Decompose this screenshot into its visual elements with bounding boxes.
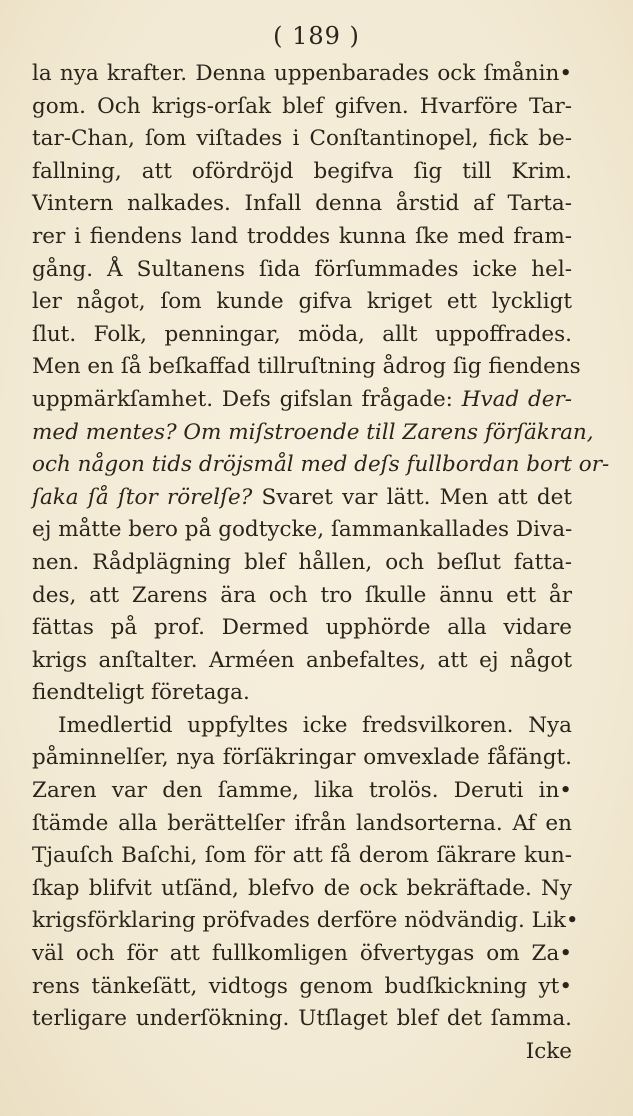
text-segment: des, att Zarens ära och tro ſkulle ännu ett år xyxy=(32,582,572,608)
text-segment: nen. Rådplägning blef hållen, och beſlut fatta- xyxy=(32,549,572,575)
text-segment: terligare underſökning. Utſlaget blef det ſamma. xyxy=(32,1006,572,1032)
text-line xyxy=(32,938,572,971)
text-segment: Svaret var lätt. Men att det xyxy=(261,484,572,510)
text-segment: tar-Chan, ſom viſtades i Conſtantinopel, fick be- xyxy=(32,126,572,152)
text-line xyxy=(32,123,572,156)
body-text xyxy=(32,58,610,1068)
text-line xyxy=(32,905,579,938)
italic-text: Hvad der- xyxy=(461,386,573,412)
text-segment: gom. Och krigs-orſak blef gifven. Hvarföre Tar- xyxy=(32,93,572,119)
page-number: ( 189 ) xyxy=(273,22,360,50)
italic-text: och någon tids dröjsmål med deſs fullbordan bort or- xyxy=(32,452,610,478)
text-line xyxy=(32,91,572,124)
text-line xyxy=(32,580,572,613)
text-line xyxy=(32,286,572,319)
text-line xyxy=(32,645,572,678)
text-line xyxy=(32,808,572,841)
text-segment: påminnelſer, nya förſäkringar omvexlade fåfängt. xyxy=(32,745,572,771)
text-segment: uppmärkſamhet. Defs gifslan frågade: xyxy=(32,386,462,412)
text-segment: la nya krafter. Denna uppenbarades ock ſmånin• xyxy=(32,61,572,86)
text-line xyxy=(32,351,581,384)
italic-text: med mentes? Om miſstroende till Zarens förſäkran, xyxy=(32,419,594,445)
text-line xyxy=(32,188,572,221)
text-line xyxy=(32,547,572,580)
text-segment: fättas på prof. Dermed upphörde alla vidare xyxy=(32,615,572,641)
text-segment: krigsförklaring pröfvades derföre nödvändig. Lik• xyxy=(32,908,579,934)
catchword: Icke xyxy=(525,1038,572,1064)
text-segment: Men en ſå beſkaffad tillruſtning ådrog ſig fiendens xyxy=(32,354,581,380)
text-segment: Imedlertid uppfyltes icke fredsvilkoren. Nya xyxy=(58,712,572,738)
text-segment: ſtämde alla berättelſer ifrån landsorterna. Af en xyxy=(32,810,572,836)
text-line xyxy=(32,1003,572,1036)
text-line xyxy=(32,254,572,287)
text-segment: gång. Å Sultanens ſida förſummades icke hel- xyxy=(32,256,572,282)
text-line xyxy=(32,775,572,808)
text-segment: ler något, ſom kunde gifva kriget ett lyckligt xyxy=(32,289,572,315)
text-segment: krigs anſtalter. Arméen anbefaltes, att ej något xyxy=(32,647,572,673)
text-line xyxy=(32,221,572,254)
text-segment: ſlut. Folk, penningar, möda, allt uppoffrades. xyxy=(32,321,572,347)
text-segment: väl och för att fullkomligen öfvertygas om Za• xyxy=(32,941,572,967)
text-line xyxy=(32,417,594,450)
text-segment: Vintern nalkades. Infall denna årstid af Tarta- xyxy=(32,191,572,217)
text-line xyxy=(32,873,572,906)
text-line xyxy=(32,156,572,189)
text-line xyxy=(32,58,572,91)
text-line xyxy=(32,710,572,743)
text-segment: rens tänkeſätt, vidtogs genom budſkickning yt• xyxy=(32,973,572,999)
text-line xyxy=(32,514,572,547)
text-segment: fiendteligt företaga. xyxy=(32,680,250,706)
text-line xyxy=(32,742,572,775)
text-line xyxy=(32,319,572,352)
text-segment: Tjauſch Baſchi, ſom för att få derom ſäkrare kun- xyxy=(32,843,572,869)
text-line xyxy=(32,482,572,515)
text-segment: rer i fiendens land troddes kunna ſke med fram- xyxy=(32,223,572,249)
text-segment: ej måtte bero på godtycke, ſammankallades Diva- xyxy=(32,517,573,543)
text-line xyxy=(32,677,572,710)
text-segment: fallning, att ofördröjd begifva ſig till Krim. xyxy=(32,158,572,184)
text-line xyxy=(32,612,572,645)
text-line xyxy=(32,971,572,1004)
text-segment: Zaren var den ſamme, lika trolös. Deruti in• xyxy=(32,778,572,804)
text-segment: ſkap blifvit utſänd, blefvo de ock bekräftade. Ny xyxy=(32,875,572,901)
italic-text: ſaka ſå ſtor rörelſe? xyxy=(32,484,262,510)
text-line xyxy=(32,449,610,482)
text-line xyxy=(32,840,572,873)
text-line xyxy=(32,384,572,417)
